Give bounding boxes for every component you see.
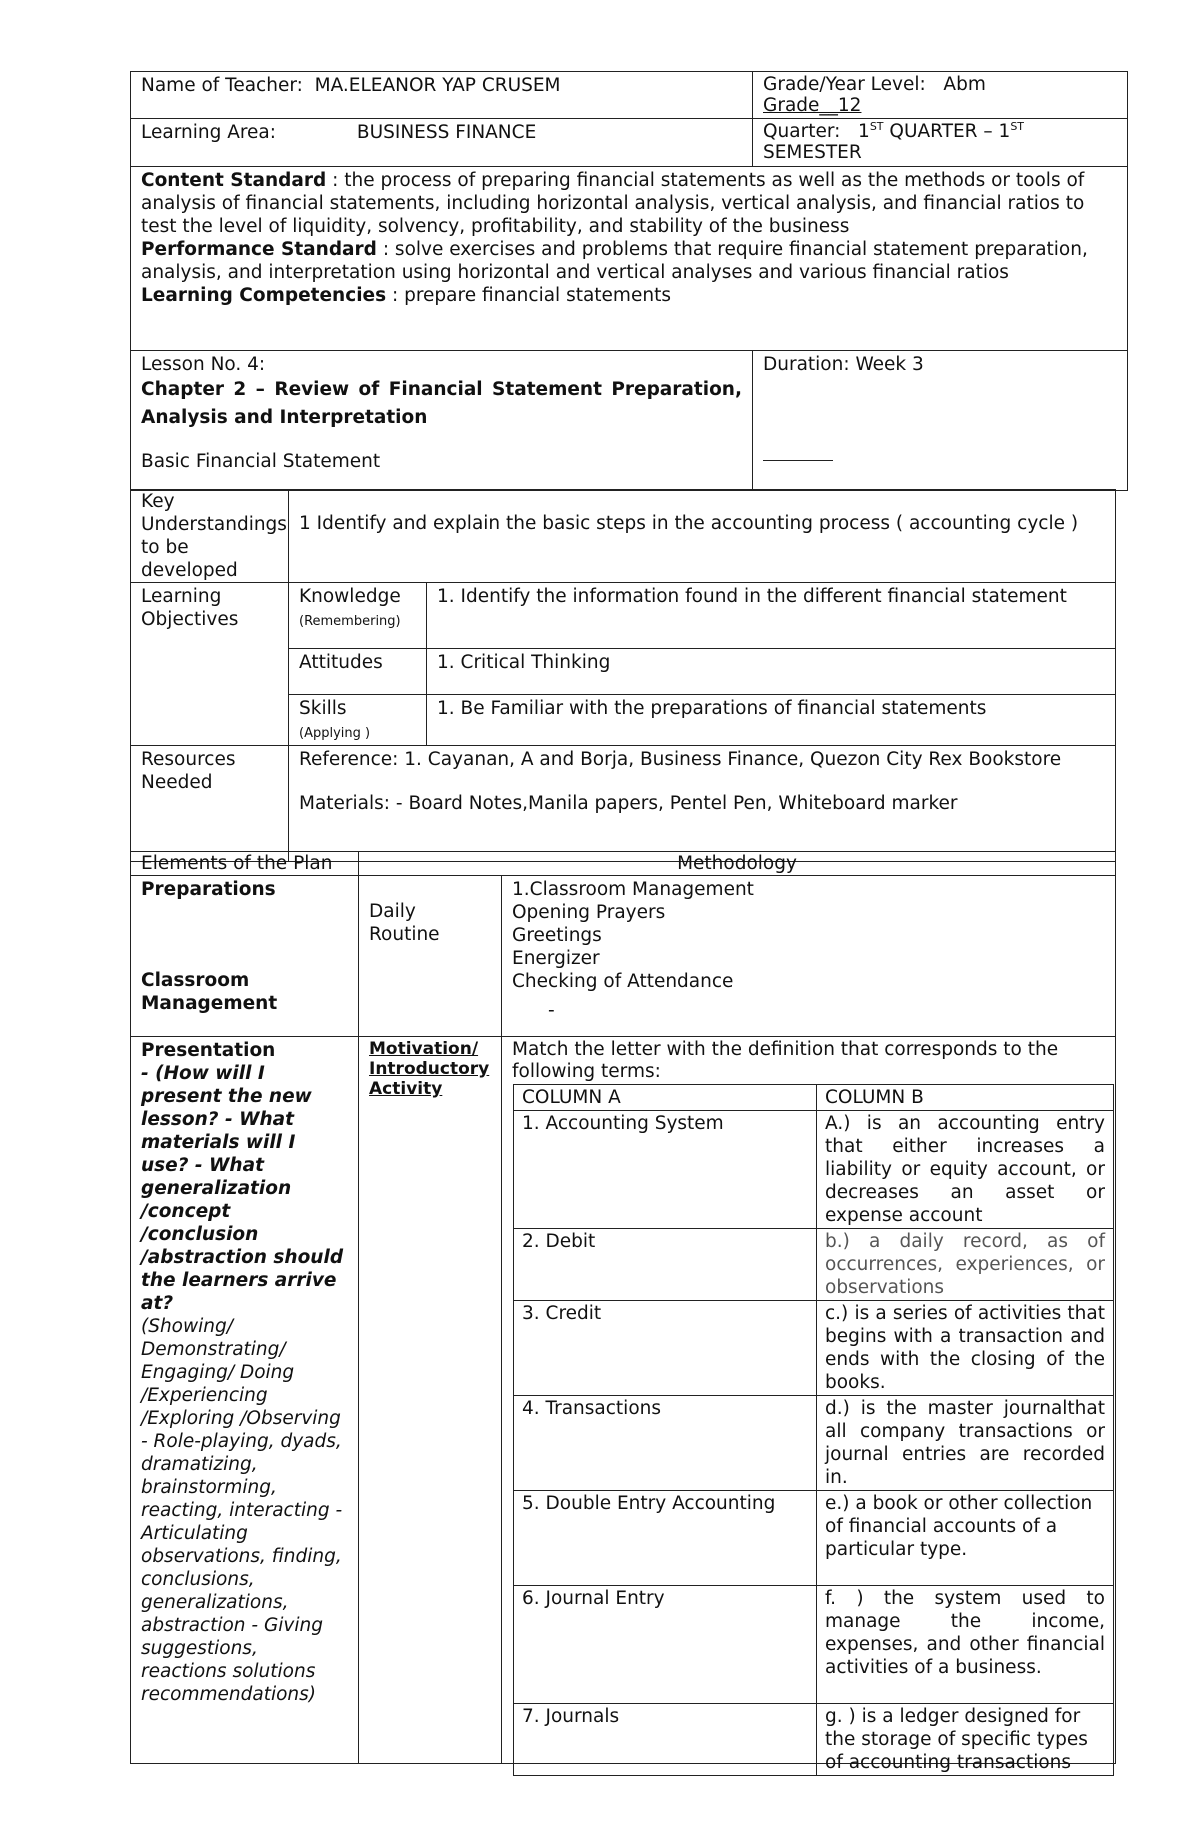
term-cell (514, 1396, 817, 1491)
quarter-text: QUARTER – 1 (889, 121, 1011, 142)
term-cell (514, 1229, 817, 1301)
duration-blank (763, 460, 833, 461)
skills-cell (289, 695, 427, 746)
knowledge-text-cell (427, 583, 1116, 649)
definition: f. ) the system used to manage the income, expenses, and other financial activities of a business. (825, 1588, 1105, 1678)
quarter-cell (753, 119, 1128, 167)
area-value: BUSINESS FINANCE (356, 122, 537, 143)
table-row (514, 1704, 1114, 1776)
key-text: 1 Identify and explain the basic steps in the accounting process ( accounting cycle ) (299, 513, 1079, 534)
semester-text: SEMESTER (763, 142, 862, 163)
standards-cell (131, 167, 1128, 351)
routine-dash: - (548, 1000, 555, 1021)
duration: Duration: Week 3 (763, 354, 924, 375)
term-cell (514, 1301, 817, 1396)
definition-cell (817, 1111, 1114, 1229)
term-cell (514, 1111, 817, 1229)
grade-value: Abm (943, 74, 986, 95)
grade-cell (753, 72, 1128, 119)
routine-item: Checking of Attendance (512, 971, 734, 992)
classroom-label: Classroom Management (141, 970, 278, 1014)
table-row (514, 1229, 1114, 1301)
term: 6. Journal Entry (522, 1588, 665, 1609)
content-standard-label: Content Standard (141, 170, 327, 191)
column-a-label: COLUMN A (522, 1087, 621, 1108)
learning-competencies-text: : prepare financial statements (391, 285, 671, 306)
chapter-title: Chapter 2 – Review of Financial Statement Preparation, Analysis and Interpretation (141, 379, 742, 428)
definition: g. ) is a ledger designed for the storage of specific types of accounting transactions (825, 1706, 1088, 1773)
elements-label: Elements of the Plan (141, 853, 333, 874)
methodology-label-cell (359, 852, 1116, 876)
resources-label: Resources Needed (141, 749, 236, 793)
area-cell (131, 119, 753, 167)
lesson-topic: Basic Financial Statement (141, 451, 381, 472)
definition: c.) is a series of activities that begins with a transaction and ends with the closing of the books. (825, 1303, 1105, 1393)
preparations-label: Preparations (141, 879, 276, 900)
term-cell (514, 1491, 817, 1586)
term: 5. Double Entry Accounting (522, 1493, 776, 1514)
motivation-label: Motivation/ Introductory Activity (369, 1039, 490, 1099)
knowledge-sub: (Remembering) (299, 614, 401, 629)
routine-item: Greetings (512, 925, 602, 946)
match-instruction: Match the letter with the definition that corresponds to the following terms: (512, 1039, 1059, 1082)
definition-cell (817, 1586, 1114, 1704)
presentation-label: Presentation (141, 1040, 276, 1061)
quarter-num: 1 (858, 121, 870, 142)
objectives-label: Learning Objectives (141, 586, 239, 630)
performance-standard (141, 238, 1117, 284)
term-cell (514, 1704, 817, 1776)
table-row (514, 1396, 1114, 1491)
definition: A.) is an accounting entry that either increases a liability or equity account, or decreases an asset or expense account (825, 1113, 1105, 1226)
content-standard-text: : the process of preparing financial statements as well as the methods or tools of analysis of financial statements, including horizontal analysis, vertical analysis, and financial ratios to test the level of liquidity, solvency, profitability, and stability of the business (141, 170, 1085, 237)
daily-routine: Daily Routine (369, 901, 440, 945)
performance-standard-label: Performance Standard (141, 239, 377, 260)
definition-cell (817, 1704, 1114, 1776)
table-row (514, 1491, 1114, 1586)
definition-cell (817, 1491, 1114, 1586)
key-label-cell (131, 490, 289, 583)
column-b-header (817, 1085, 1114, 1111)
column-b-label: COLUMN B (825, 1087, 924, 1108)
definition: b.) a daily record, as of occurrences, experiences, or observations (825, 1231, 1105, 1298)
term: 3. Credit (522, 1303, 602, 1324)
table-row (514, 1586, 1114, 1704)
teacher-name: MA.ELEANOR YAP CRUSEM (314, 75, 561, 96)
definition-cell (817, 1396, 1114, 1491)
routine-item: Opening Prayers (512, 902, 666, 923)
daily-routine-cell (359, 876, 502, 1037)
grade-label: Grade/Year Level: (763, 74, 926, 95)
key-label: Key Understandings to be developed (141, 491, 287, 581)
lesson-number: Lesson No. 4: (141, 354, 266, 375)
skills-text: 1. Be Familiar with the preparations of financial statements (437, 698, 987, 719)
learning-competencies (141, 284, 1117, 307)
resources-label-cell (131, 746, 289, 862)
term: 7. Journals (522, 1706, 620, 1727)
methodology-label: Methodology (677, 853, 797, 874)
term: 4. Transactions (522, 1398, 662, 1419)
content-standard (141, 169, 1117, 238)
knowledge-label: Knowledge (299, 586, 401, 607)
table-row (514, 1301, 1114, 1396)
term: 1. Accounting System (522, 1113, 724, 1134)
elements-label-cell (131, 852, 359, 876)
table-row (514, 1111, 1114, 1229)
area-label: Learning Area: (141, 122, 277, 143)
term: 2. Debit (522, 1231, 596, 1252)
term-cell (514, 1586, 817, 1704)
key-text-cell (289, 490, 1116, 583)
objectives-table (130, 489, 1116, 862)
semester-sup: ST (1010, 119, 1025, 133)
attitudes-text: 1. Critical Thinking (437, 652, 611, 673)
grade-line2: Grade__12 (763, 95, 862, 116)
objectives-label-cell (131, 583, 289, 746)
skills-sub: (Applying ) (299, 726, 371, 741)
teacher-label: Name of Teacher: (141, 75, 303, 96)
learning-competencies-label: Learning Competencies (141, 285, 387, 306)
lesson-cell (131, 351, 753, 491)
column-a-header (514, 1085, 817, 1111)
resources-text-cell (289, 746, 1116, 862)
routine-items-cell (502, 876, 1116, 1037)
reference-text: Reference: 1. Cayanan, A and Borja, Business Finance, Quezon City Rex Bookstore (299, 749, 1062, 770)
attitudes-text-cell (427, 649, 1116, 695)
presentation-notes: (Showing/ Demonstrating/ Engaging/ Doing /Experiencing /Exploring /Observing - Role-playing, dyads, dramatizing, brainstorming, reacting, interacting - Articulating observations, finding, conclusions, generalizations, abstraction - Giving suggestions, reactions solutions recommendations) (141, 1316, 343, 1705)
teacher-cell (131, 72, 753, 119)
knowledge-cell (289, 583, 427, 649)
definition: e.) a book or other collection of financial accounts of a particular type. (825, 1493, 1093, 1560)
skills-label: Skills (299, 698, 347, 719)
definition-cell (817, 1301, 1114, 1396)
duration-cell (753, 351, 1128, 491)
routine-item: Energizer (512, 948, 600, 969)
definition: d.) is the master journalthat all company transactions or journal entries are recorded in. (825, 1398, 1105, 1488)
motivation-cell (359, 1037, 502, 1764)
routine-item: 1.Classroom Management (512, 879, 754, 900)
knowledge-text: 1. Identify the information found in the different financial statement (437, 586, 1067, 607)
matching-table (513, 1084, 1114, 1776)
attitudes-cell (289, 649, 427, 695)
definition-cell (817, 1229, 1114, 1301)
performance-standard-text: : solve exercises and problems that require financial statement preparation, analysis, and interpretation using horizontal and vertical analyses and various financial ratios (141, 239, 1088, 283)
skills-text-cell (427, 695, 1116, 746)
presentation-cell (131, 1037, 359, 1764)
preparations-cell (131, 876, 359, 1037)
quarter-sup: ST (869, 119, 884, 133)
header-table (130, 71, 1128, 491)
quarter-label: Quarter: (763, 121, 841, 142)
materials-text: Materials: - Board Notes,Manila papers, Pentel Pen, Whiteboard marker (299, 793, 958, 814)
attitudes-label: Attitudes (299, 652, 383, 673)
presentation-questions: - (How will I present the new lesson? - What materials will I use? - What generalization /concept /conclusion /abstraction should the learners arrive at? (141, 1063, 344, 1314)
